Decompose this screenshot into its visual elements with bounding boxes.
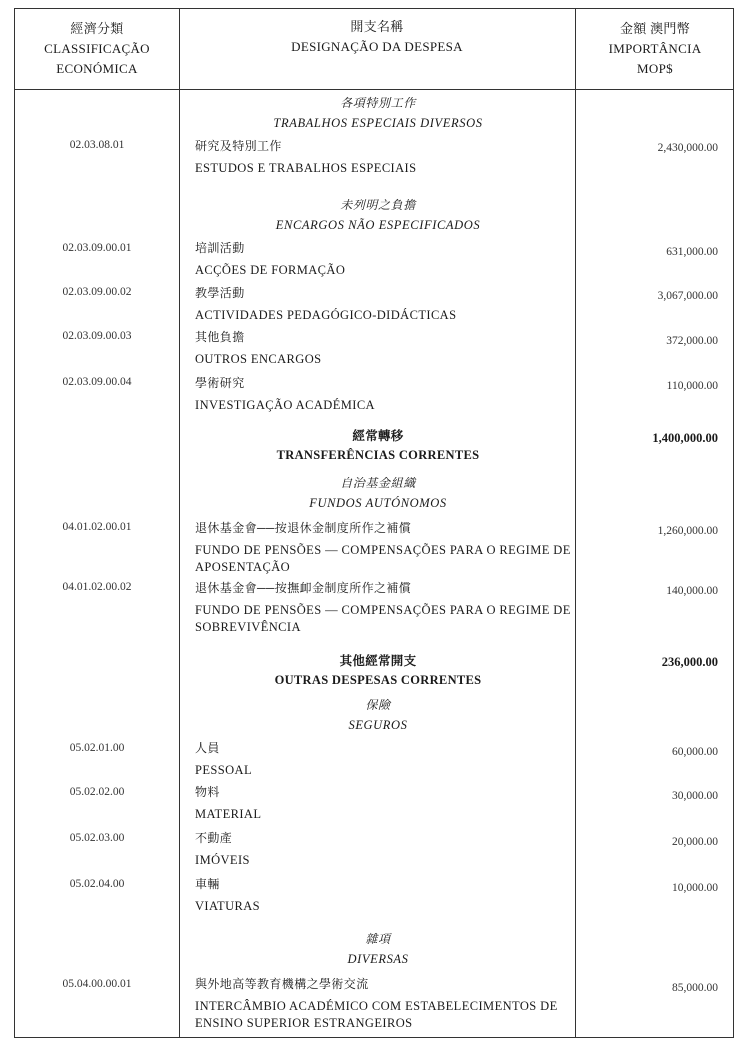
row-description-zh: 物料 (195, 785, 220, 799)
header-amount-zh: 金額 澳門幣 (619, 21, 691, 36)
row-description (195, 240, 575, 279)
row-amount: 3,067,000.00 (657, 290, 718, 302)
row-description-zh: 退休基金會──按退休金制度所作之補償 (195, 521, 412, 535)
row-code: 02.03.09.00.03 (62, 330, 132, 342)
category-fundos (179, 473, 577, 513)
row-amount: 2,430,000.00 (657, 142, 718, 154)
header-classification-zh: 經濟分類 (70, 21, 124, 36)
heading-pt: TRANSFERÊNCIAS CORRENTES (276, 448, 480, 462)
header-designation (179, 9, 575, 89)
row-description-pt: VIATURAS (195, 899, 261, 913)
row-description (195, 285, 575, 324)
row-amount: 140,000.00 (666, 585, 718, 597)
row-amount: 10,000.00 (672, 882, 718, 894)
heading-amount: 236,000.00 (661, 655, 718, 669)
header-classification (15, 9, 179, 89)
row-amount: 85,000.00 (672, 982, 718, 994)
heading-amount: 1,400,000.00 (652, 431, 718, 445)
category-zh: 自治基金組織 (340, 476, 416, 490)
budget-table (14, 8, 734, 1038)
row-code: 05.02.01.00 (69, 742, 125, 754)
row-code: 02.03.08.01 (69, 139, 125, 151)
header-amount-pt1: IMPORTÂNCIA (608, 41, 702, 56)
row-description (195, 784, 575, 823)
row-description-zh: 人員 (195, 741, 220, 755)
category-seguros (179, 695, 577, 735)
row-description-zh: 其他負擔 (195, 330, 245, 344)
header-designation-zh: 開支名稱 (350, 19, 404, 34)
row-amount: 110,000.00 (666, 380, 718, 392)
header-amount (575, 9, 735, 89)
row-description (195, 375, 575, 414)
header-classification-pt1: CLASSIFICAÇÃO (44, 41, 150, 56)
row-description (195, 138, 575, 177)
row-amount: 631,000.00 (666, 246, 718, 258)
category-pt: FUNDOS AUTÓNOMOS (309, 496, 447, 510)
row-description-zh: 培訓活動 (195, 241, 245, 255)
row-description-pt: ACÇÕES DE FORMAÇÃO (195, 263, 346, 277)
row-description-zh: 研究及特別工作 (195, 139, 282, 153)
category-zh: 未列明之負擔 (340, 198, 416, 212)
row-code: 04.01.02.00.01 (62, 521, 132, 533)
heading-zh: 經常轉移 (352, 429, 404, 443)
row-description-pt: FUNDO DE PENSÕES — COMPENSAÇÕES PARA O REGIME DE SOBREVIVÊNCIA (195, 603, 571, 634)
row-description-pt: INTERCÂMBIO ACADÉMICO COM ESTABELECIMENTOS DE ENSINO SUPERIOR ESTRANGEIROS (195, 999, 558, 1030)
row-description-pt: INVESTIGAÇÃO ACADÉMICA (195, 398, 375, 412)
row-description (195, 830, 575, 869)
row-description-zh: 與外地高等教育機構之學術交流 (195, 977, 369, 991)
row-code: 05.02.03.00 (69, 832, 125, 844)
category-zh: 雜項 (365, 932, 391, 946)
row-description-pt: PESSOAL (195, 763, 252, 777)
row-amount: 30,000.00 (672, 790, 718, 802)
row-code: 02.03.09.00.01 (62, 242, 132, 254)
row-description (195, 580, 575, 636)
row-description-pt: OUTROS ENCARGOS (195, 352, 322, 366)
category-zh: 保險 (365, 698, 391, 712)
row-amount: 20,000.00 (672, 836, 718, 848)
category-pt: TRABALHOS ESPECIAIS DIVERSOS (273, 116, 483, 130)
row-description-pt: MATERIAL (195, 807, 262, 821)
row-description-pt: IMÓVEIS (195, 853, 250, 867)
column-divider-1 (179, 9, 180, 1037)
category-zh: 各項特別工作 (340, 96, 416, 110)
row-description-zh: 學術研究 (195, 376, 245, 390)
header-classification-pt2: ECONÓMICA (56, 61, 138, 76)
row-amount: 1,260,000.00 (657, 525, 718, 537)
row-description-zh: 教學活動 (195, 286, 245, 300)
row-description-pt: ACTIVIDADES PEDAGÓGICO-DIDÁCTICAS (195, 308, 457, 322)
row-description (195, 329, 575, 368)
row-amount: 372,000.00 (666, 335, 718, 347)
row-description (195, 520, 575, 576)
header-designation-pt: DESIGNAÇÃO DA DESPESA (291, 39, 463, 54)
category-pt: SEGUROS (348, 718, 408, 732)
row-code: 02.03.09.00.04 (62, 376, 132, 388)
header-amount-pt2: MOP$ (637, 61, 673, 76)
heading-zh: 其他經常開支 (339, 654, 417, 668)
row-description (195, 740, 575, 779)
row-code: 05.02.02.00 (69, 786, 125, 798)
category-pt: ENCARGOS NÃO ESPECIFICADOS (275, 218, 481, 232)
heading-outras (179, 652, 577, 690)
row-description-zh: 退休基金會──按撫卹金制度所作之補償 (195, 581, 412, 595)
row-description (195, 876, 575, 915)
category-pt: DIVERSAS (347, 952, 409, 966)
row-code: 05.02.04.00 (69, 878, 125, 890)
category-diversas (179, 929, 577, 969)
heading-transferencias (179, 427, 577, 465)
row-code: 04.01.02.00.02 (62, 581, 132, 593)
row-description-pt: FUNDO DE PENSÕES — COMPENSAÇÕES PARA O REGIME DE APOSENTAÇÃO (195, 543, 571, 574)
row-code: 05.04.00.00.01 (62, 978, 132, 990)
heading-pt: OUTRAS DESPESAS CORRENTES (274, 673, 482, 687)
row-code: 02.03.09.00.02 (62, 286, 132, 298)
category-encargos (179, 195, 577, 235)
header-divider (15, 89, 733, 90)
row-description-pt: ESTUDOS E TRABALHOS ESPECIAIS (195, 161, 417, 175)
category-trabalhos (179, 93, 577, 133)
row-description-zh: 車輛 (195, 877, 220, 891)
row-description (195, 976, 575, 1032)
row-amount: 60,000.00 (672, 746, 718, 758)
row-description-zh: 不動產 (195, 831, 233, 845)
